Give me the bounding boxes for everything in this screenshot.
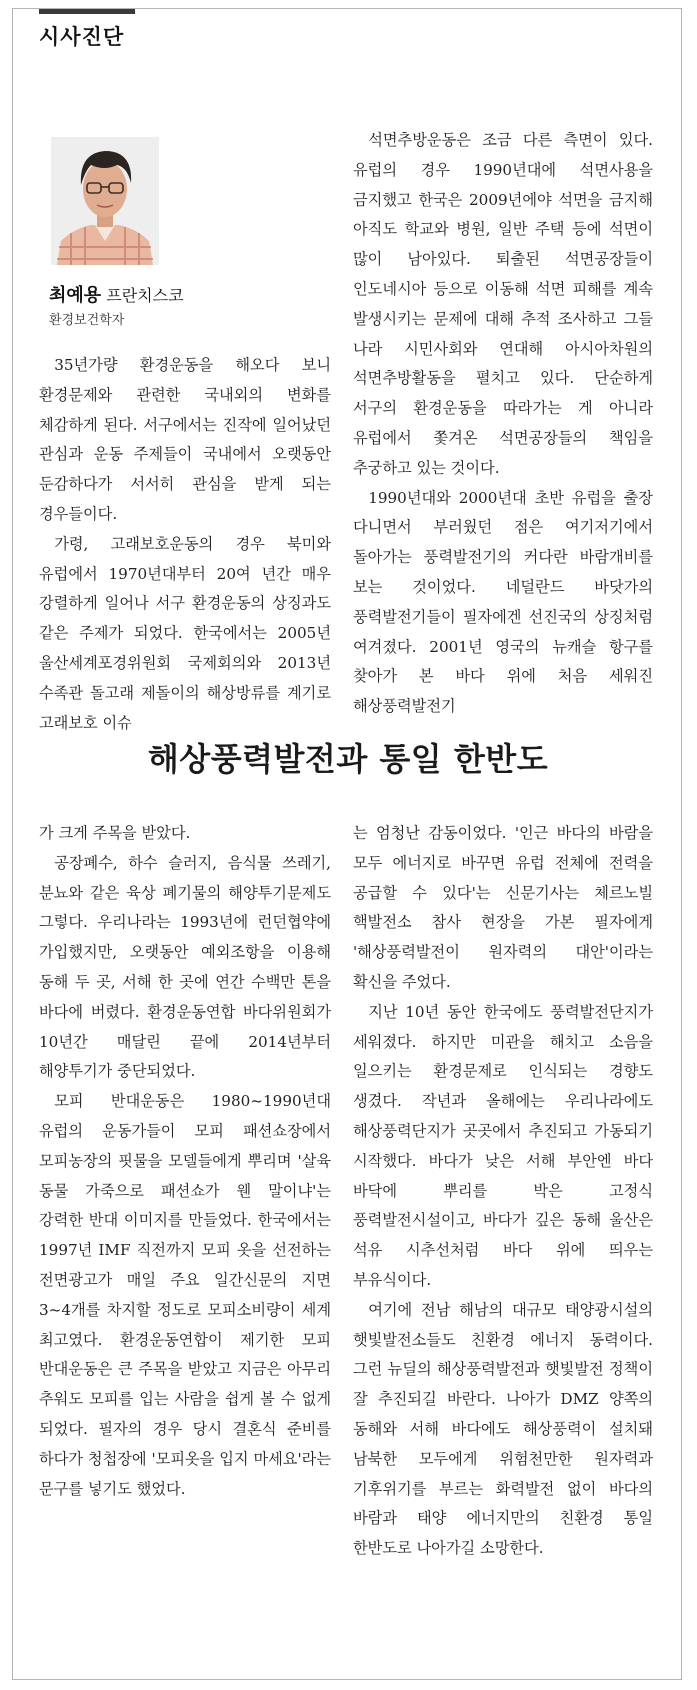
paragraph: 가 크게 주목을 받았다. xyxy=(39,824,191,842)
paragraph: 지난 10년 동안 한국에도 풍력발전단지가 세워졌다. 하지만 미관을 해치고 소음을 일으키는 환경문제로 인식되는 경향도 생겼다. 작년과 올해에는 우리나라에도 해상풍력단지가 곳곳에서 추진되고 가동되기 시작했다. 바다가 낮은 서해 부안엔 바다 바닥에 뿌리를 박은 고정식 풍력발전시설이고, 바다가 깊은 동해 울산은 석유 시추선처럼 바다 위에 띄우는 부유식이다. xyxy=(353,1002,653,1289)
author-byline xyxy=(49,281,184,307)
article-headline: 해상풍력발전과 통일 한반도 xyxy=(147,740,549,778)
paragraph: 공장폐수, 하수 슬러지, 음식물 쓰레기, 분뇨와 같은 육상 폐기물의 해양투기문제도 그렇다. 우리나라는 1993년에 런던협약에 가입했지만, 오랫동안 예외조항을 이용해 동해 두 곳, 서해 한 곳에 연간 수백만 톤을 바다에 버렸다. 환경운동연합 바다위원회가 10년간 매달린 끝에 2014년부터 해양투기가 중단되었다. xyxy=(39,853,331,1081)
section-bar xyxy=(39,9,135,14)
paragraph: 여기에 전남 해남의 대규모 태양광시설의 햇빛발전소들도 친환경 에너지 동력이다. 그런 뉴딜의 해상풍력발전과 햇빛발전 정책이 잘 추진되길 바란다. 나아가 DMZ 양쪽의 동해와 서해 바다에도 해상풍력이 설치돼 남북한 모두에게 위험천만한 원자력과 기후위기를 부르는 화력발전 없이 바다의 바람과 태양 에너지만의 친환경 통일 한반도로 나아가길 소망한다. xyxy=(353,1300,653,1558)
body-column-top-left xyxy=(39,351,331,732)
paragraph: 1990년대와 2000년대 초반 유럽을 출장 다니면서 부러웠던 점은 여기저기에서 돌아가는 풍력발전기의 커다란 바람개비를 보는 것이었다. 네덜란드 바닷가의 풍력발전기들이 필자에겐 선진국의 상징처럼 여겨졌다. 2001년 영국의 뉴캐슬 항구를 찾아가 본 바다 위에 처음 세워진 해상풍력발전기 xyxy=(353,488,653,716)
body-column-bottom-left xyxy=(39,819,331,1659)
section-label: 시사진단 xyxy=(39,25,125,49)
paragraph: 가령, 고래보호운동의 경우 북미와 유럽에서 1970년대부터 20여 년간 매우 강렬하게 일어나 서구 환경운동의 상징과도 같은 주제가 되었다. 한국에서는 2005년 울산세계포경위원회 국제회의와 2013년 수족관 돌고래 제돌이의 해상방류를 계기로 고래보호 이슈 xyxy=(39,534,331,732)
paragraph: 35년가량 환경운동을 해오다 보니 환경문제와 관련한 국내외의 변화를 체감하게 된다. 서구에서는 진작에 일어났던 관심과 운동 주제들이 국내에서 오랫동안 둔감하다가 서서히 관심을 받게 되는 경우들이다. xyxy=(39,356,331,523)
paragraph: 석면추방운동은 조금 다른 측면이 있다. 유럽의 경우 1990년대에 석면사용을 금지했고 한국은 2009년에야 석면을 금지해 아직도 학교와 병원, 일반 주택 등에 석면이 많이 남아있다. 퇴출된 석면공장들이 인도네시아 등으로 이동해 석면 피해를 계속 발생시키는 문제에 대해 추적 조사하고 그들 나라 시민사회와 연대해 아시아차원의 석면추방활동을 펼치고 있다. 단순하게 서구의 환경운동을 따라가는 게 아니라 유럽에서 쫓겨온 석면공장들의 책임을 추궁하고 있는 것이다. xyxy=(353,131,653,477)
author-english-name: 프란치스코 xyxy=(106,286,184,305)
author-name: 최예용 xyxy=(49,285,102,306)
author-portrait-icon xyxy=(51,137,159,265)
author-title: 환경보건학자 xyxy=(49,313,125,328)
body-column-top-right xyxy=(353,126,653,716)
author-photo xyxy=(51,137,159,265)
body-column-bottom-right xyxy=(353,819,653,1659)
paragraph: 모피 반대운동은 1980~1990년대 유럽의 운동가들이 모피 패션쇼장에서 모피농장의 핏물을 모델들에게 뿌리며 '살육 동물 가죽으로 패션쇼가 웬 말이냐'는 강력한 반대 이미지를 만들었다. 한국에서는 1997년 IMF 직전까지 모피 옷을 선전하는 전면광고가 매일 주요 일간신문의 지면 3~4개를 차지할 정도로 모피소비량이 세계 최고였다. 환경운동연합이 제기한 모피 반대운동은 큰 주목을 받았고 지금은 아무리 추워도 모피를 입는 사람을 쉽게 볼 수 없게 되었다. 필자의 경우 당시 결혼식 준비를 하다가 청첩장에 '모피옷을 입지 마세요'라는 문구를 넣기도 했었다. xyxy=(39,1092,331,1498)
article-page xyxy=(12,8,682,1680)
paragraph: 는 엄청난 감동이었다. '인근 바다의 바람을 모두 에너지로 바꾸면 유럽 전체에 전력을 공급할 수 있다'는 신문기사는 체르노빌 핵발전소 참사 현장을 가본 필자에게 '해상풍력발전이 원자력의 대안'이라는 확신을 주었다. xyxy=(353,824,653,991)
